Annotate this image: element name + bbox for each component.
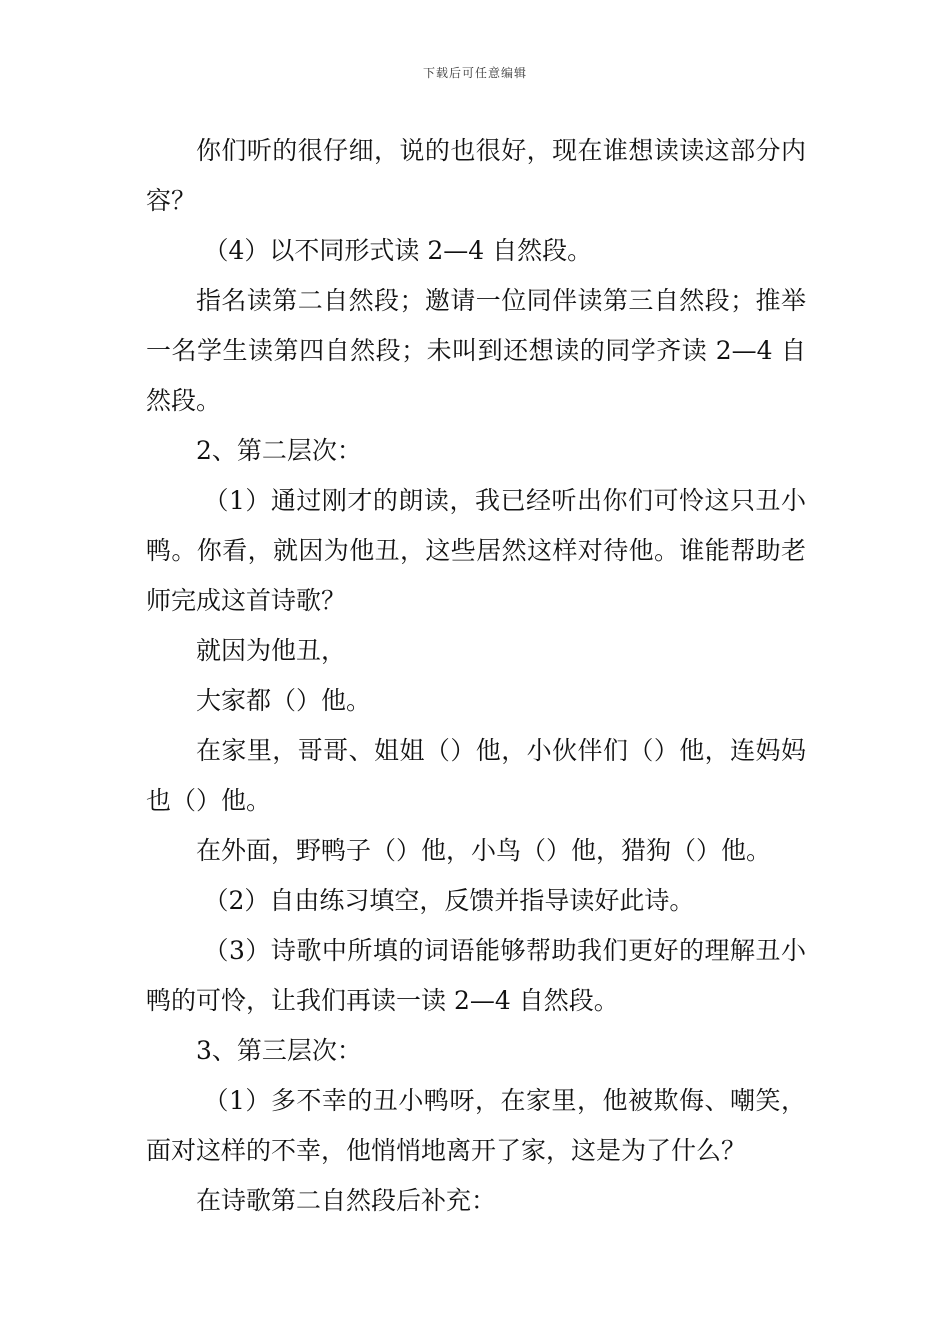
paragraph: （4）以不同形式读 2—4 自然段。 [203,236,593,265]
page-header: 下载后可任意编辑 [422,66,527,80]
document-body [146,126,806,1226]
paragraph: （1）通过刚才的朗读，我已经听出你们可怜这只丑小鸭。你看，就因为他丑，这些居然这样对待他。谁能帮助老师完成这首诗歌？ [146,486,806,615]
paragraph: （2）自由练习填空，反馈并指导读好此诗。 [203,886,695,915]
paragraph: 指名读第二自然段；邀请一位同伴读第三自然段；推举一名学生读第四自然段；未叫到还想读的同学齐读 2—4 自然段。 [146,286,806,415]
paragraph: （3）诗歌中所填的词语能够帮助我们更好的理解丑小鸭的可怜，让我们再读一读 2—4 自然段。 [146,936,806,1015]
poem-line: 大家都（）他。 [196,686,372,715]
poem-line: 就因为他丑， [196,636,347,665]
poem-line: 在家里，哥哥、姐姐（）他，小伙伴们（）他，连妈妈也（）他。 [146,736,806,815]
section-heading: 2、第二层次： [196,436,362,465]
paragraph: 你们听的很仔细，说的也很好，现在谁想读读这部分内容？ [146,136,806,215]
paragraph: （1）多不幸的丑小鸭呀，在家里，他被欺侮、嘲笑，面对这样的不幸，他悄悄地离开了家，这是为了什么？ [146,1086,806,1165]
poem-line: 在外面，野鸭子（）他，小鸟（）他，猎狗（）他。 [196,836,772,865]
paragraph: 在诗歌第二自然段后补充： [196,1186,497,1215]
section-heading: 3、第三层次： [196,1036,362,1065]
